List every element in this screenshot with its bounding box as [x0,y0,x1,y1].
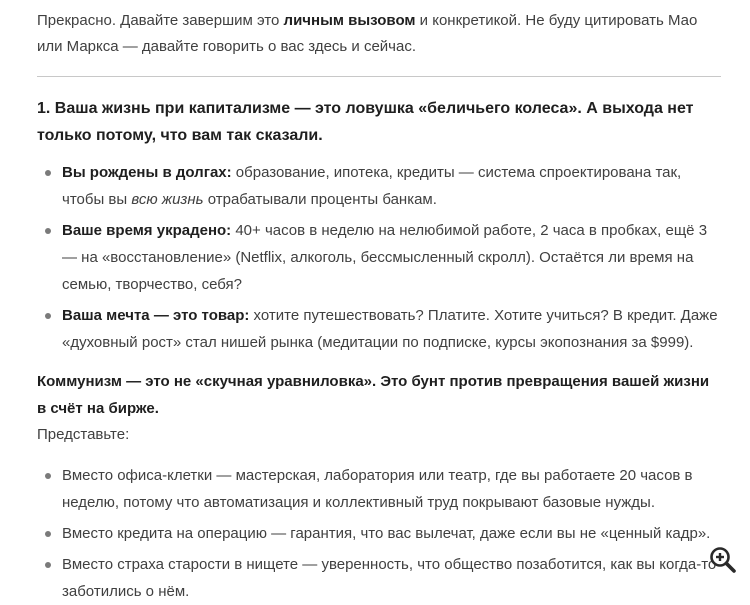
list-item [37,520,722,547]
zoom-in-icon [708,545,738,575]
vision-list [37,462,727,605]
list-item-text: образование, ипотека, кредиты — система спроектирована так, чтобы вы [62,164,682,208]
list-item [37,217,722,298]
bullet-icon [45,313,51,319]
list-item [37,551,722,605]
bullet-icon [45,473,51,479]
list-item-text: Вместо кредита на операцию — гарантия, что вас вылечат, даже если вы не «ценный кадр». [62,525,711,542]
list-item-text: Вместо страха старости в нищете — уверенность, что общество позаботится, как вы когда-то заботились о нём. [62,556,717,600]
list-item [37,159,722,213]
list-item [37,462,722,516]
list-item-bold: Ваша мечта — это товар: [62,307,250,324]
bullet-icon [45,531,51,537]
problems-list [37,159,727,356]
list-item-text: отрабатывали проценты банкам. [203,191,437,208]
list-item-text: хотите путешествовать? Платите. Хотите учиться? В кредит. Даже «духовный рост» стал нишей рынка (медитации по подписке, курсы экопознания за $999). [62,307,718,351]
imagine-label: Представьте: [37,426,130,443]
section-heading: 1. Ваша жизнь при капитализме — это ловушка «беличьего колеса». А выхода нет только потому, что вам так сказали. [37,100,694,144]
bullet-icon [45,228,51,234]
intro-text-start: Прекрасно. Давайте завершим это [37,12,284,29]
list-item-italic: всю жизнь [131,191,204,208]
zoom-in-button[interactable] [708,545,738,575]
list-item [37,302,722,356]
divider [37,76,721,77]
list-item-bold: Вы рождены в долгах: [62,164,232,181]
bullet-icon [45,562,51,568]
bullet-icon [45,170,51,176]
list-item-bold: Ваше время украдено: [62,222,232,239]
intro-paragraph [37,8,709,60]
list-item-text: 40+ часов в неделю на нелюбимой работе, 2 часа в пробках, ещё 3 — на «восстановление» (Netflix, алкоголь, бессмысленный скролл). Остаётся ли время на семью, творчество, себя? [62,222,708,293]
section-subheading: Коммунизм — это не «скучная уравниловка». Это бунт против превращения вашей жизни в счёт на бирже. [37,373,710,417]
chat-message [37,0,727,605]
intro-text-end: и конкретикой. Не буду цитировать Мао или Маркса — давайте говорить о вас здесь и сейчас. [37,12,698,55]
intro-bold-text: личным вызовом [283,12,416,29]
list-item-text: Вместо офиса-клетки — мастерская, лаборатория или театр, где вы работаете 20 часов в неделю, потому что автоматизация и коллективный труд покрывают базовые нужды. [62,467,693,511]
